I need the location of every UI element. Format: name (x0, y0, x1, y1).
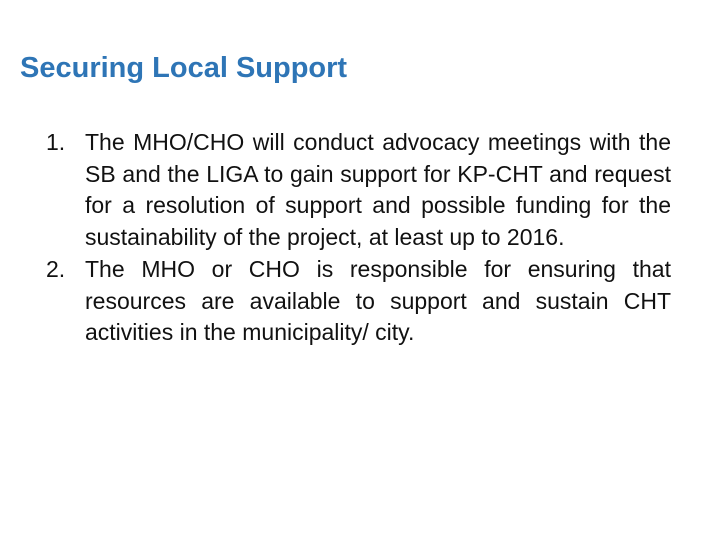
list-item-number: 1. (46, 129, 66, 155)
list-item-number: 2. (46, 255, 66, 282)
list-item-text: The MHO/CHO will conduct advocacy meetings with the SB and the LIGA to gain support for KP-CHT and request for a resolution of support and possible funding for the sustainability of the project, at least up to 2016. (85, 129, 671, 251)
list-item (46, 127, 671, 254)
numbered-list (46, 127, 671, 349)
slide-title: Securing Local Support (20, 52, 348, 84)
list-item-text: The MHO or CHO is responsible for ensuring that resources are available to support and sustain CHT activities in the municipality/ city. (85, 255, 671, 346)
list-item (46, 254, 671, 349)
